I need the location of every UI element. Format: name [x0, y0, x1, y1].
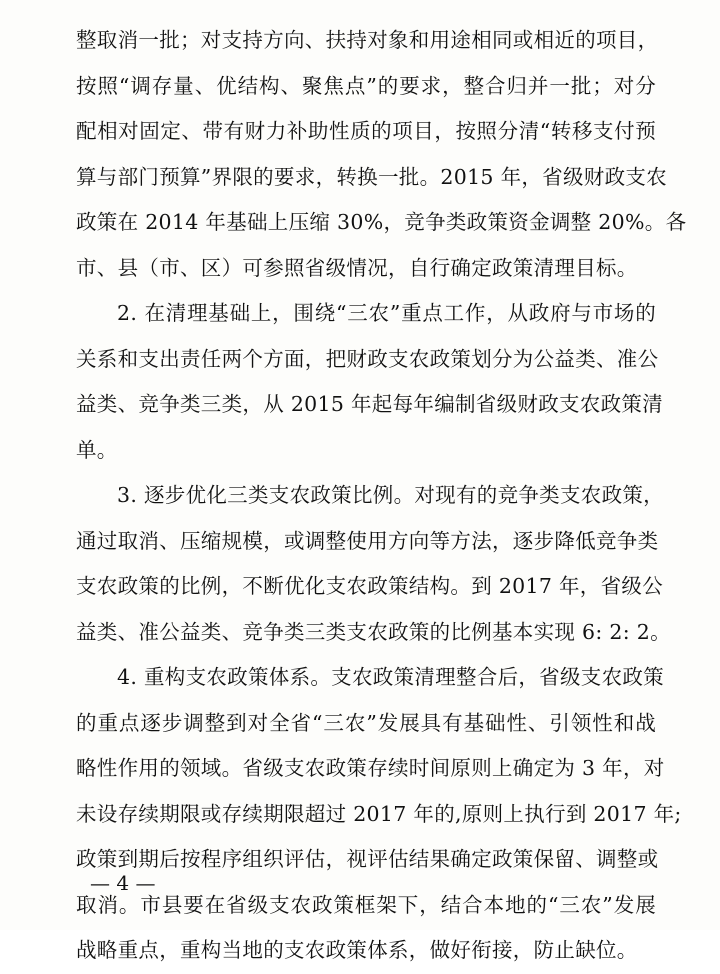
text-line: 按照“调存量、优结构、聚焦点”的要求，整合归并一批；对分: [76, 73, 656, 98]
page-number: — 4 —: [90, 871, 156, 895]
body-text: [76, 18, 687, 974]
text-line: 关系和支出责任两个方面，把财政支农政策划分为公益类、准公: [76, 346, 659, 371]
text-line: 的重点逐步调整到对全省“三农”发展具有基础性、引领性和战: [76, 710, 656, 735]
text-line: 益类、竞争类三类，从 2015 年起每年编制省级财政支农政策清: [76, 392, 664, 416]
text-line: 益类、准公益类、竞争类三类支农政策的比例基本实现 6: 2: 2。: [76, 619, 671, 644]
text-line: 配相对固定、带有财力补助性质的项目，按照分清“转移支付预: [76, 119, 656, 143]
text-line: 4. 重构支农政策体系。支农政策清理整合后，省级支农政策: [117, 665, 664, 689]
text-line: 略性作用的领域。省级支农政策存续时间原则上确定为 3 年，对: [76, 756, 665, 780]
text-line: 通过取消、压缩规模，或调整使用方向等方法，逐步降低竞争类: [76, 528, 659, 553]
text-line: 2. 在清理基础上，围绕“三农”重点工作，从政府与市场的: [117, 301, 656, 325]
text-line: 取消。市县要在省级支农政策框架下，结合本地的“三农”发展: [76, 892, 656, 917]
text-line: 单。: [76, 437, 118, 462]
text-line: 算与部门预算”界限的要求，转换一批。2015 年，省级财政支农: [76, 164, 667, 189]
text-line: 政策在 2014 年基础上压缩 30%，竞争类政策资金调整 20%。各: [76, 210, 687, 234]
text-line: 战略重点，重构当地的支农政策体系，做好衔接，防止缺位。: [76, 938, 638, 962]
text-line: 市、县（市、区）可参照省级情况，自行确定政策清理目标。: [76, 255, 638, 280]
text-line: 政策到期后按程序组织评估，视评估结果确定政策保留、调整或: [76, 847, 659, 871]
text-line: 3. 逐步优化三类支农政策比例。对现有的竞争类支农政策，: [117, 483, 664, 507]
text-line: 未设存续期限或存续期限超过 2017 年的,原则上执行到 2017 年;: [76, 801, 682, 826]
text-line: 整取消一批；对支持方向、扶持对象和用途相同或相近的项目，: [76, 28, 659, 52]
text-line: 支农政策的比例，不断优化支农政策结构。到 2017 年，省级公: [76, 574, 664, 598]
